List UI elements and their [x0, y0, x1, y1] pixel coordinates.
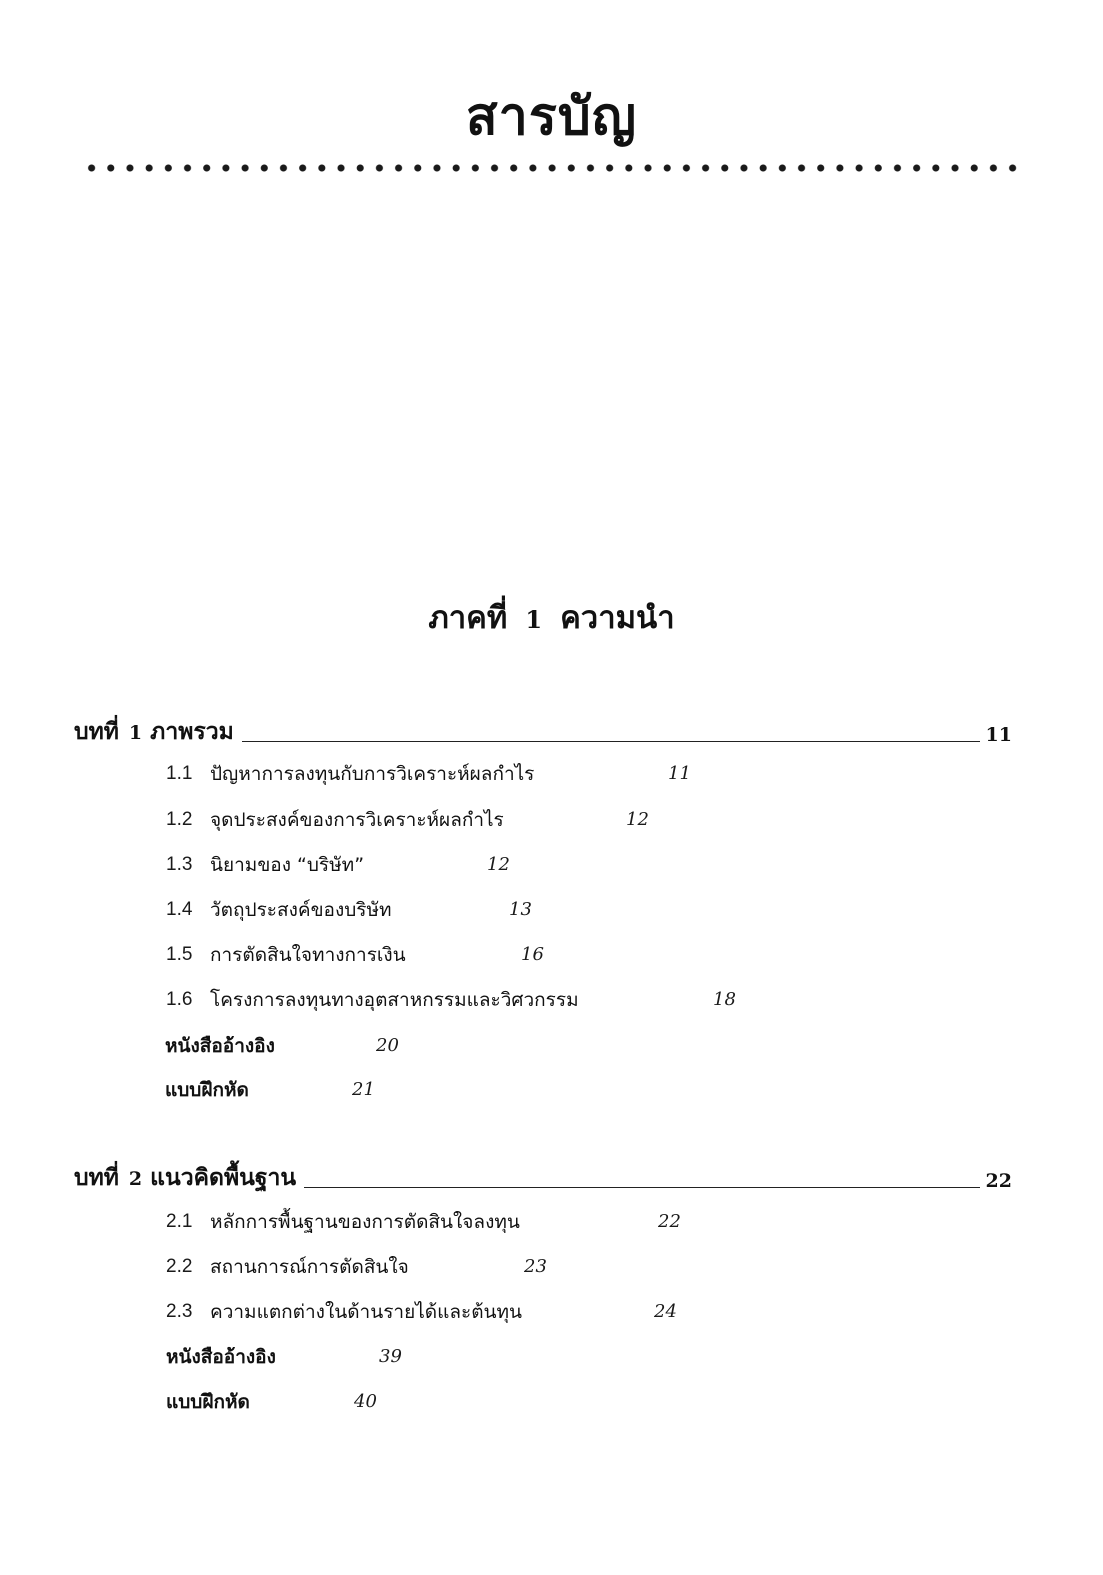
chapter-2-title [74, 1163, 296, 1194]
part-label: ภาคที่ [428, 600, 508, 636]
entry-title: นิยามของ “บริษัท” [210, 854, 365, 876]
entry-1-4-page: 13 [509, 899, 532, 920]
chapter-1-number: 1 [128, 722, 143, 744]
entry-1-1-page: 11 [668, 763, 691, 784]
entry-title: โครงการลงทุนทางอุตสาหกรรมและวิศวกรรม [210, 989, 579, 1011]
entry-1-2-page: 12 [626, 809, 649, 830]
entry-2-2-page: 23 [524, 1256, 547, 1277]
entry-1-6-page: 18 [713, 989, 736, 1010]
entry-title: จุดประสงค์ของการวิเคราะห์ผลกำไร [210, 809, 504, 831]
chapter-2-page: 22 [985, 1170, 1012, 1192]
dotted-divider [82, 163, 1022, 173]
toc-entry-1-1[interactable] [166, 758, 534, 790]
entry-2-1-page: 22 [658, 1211, 681, 1232]
entry-1-3-page: 12 [487, 854, 510, 875]
entry-number: 1.3 [166, 854, 193, 875]
chapter-1-label: บทที่ [74, 718, 119, 745]
references-title: หนังสืออ้างอิง [165, 1035, 275, 1057]
chapter-2-number: 2 [128, 1168, 143, 1190]
entry-number: 1.1 [166, 763, 193, 784]
chapter-1-heading[interactable] [74, 712, 1012, 748]
references-2-page: 39 [379, 1346, 402, 1367]
entry-number: 2.3 [166, 1301, 193, 1322]
entry-2-3-page: 24 [654, 1301, 677, 1322]
exercises-2-page: 40 [354, 1391, 377, 1412]
toc-entry-2-2[interactable] [166, 1251, 409, 1283]
entry-number: 1.5 [166, 944, 193, 965]
toc-entry-1-3[interactable] [166, 849, 364, 881]
chapter-1-page: 11 [985, 724, 1012, 746]
toc-entry-1-4[interactable] [166, 894, 392, 926]
chapter-2-name: แนวคิดพื้นฐาน [150, 1164, 297, 1191]
toc-exercises-2[interactable] [166, 1386, 250, 1418]
toc-references-2[interactable] [166, 1341, 276, 1373]
chapter-1-leader-line [242, 741, 980, 742]
entry-title: หลักการพื้นฐานของการตัดสินใจลงทุน [210, 1211, 520, 1233]
references-title: หนังสืออ้างอิง [166, 1346, 276, 1368]
toc-entry-1-6[interactable] [166, 984, 579, 1016]
exercises-title: แบบฝึกหัด [166, 1391, 250, 1413]
entry-title: ปัญหาการลงทุนกับการวิเคราะห์ผลกำไร [210, 763, 535, 785]
toc-references-1[interactable] [165, 1030, 275, 1062]
entry-number: 2.2 [166, 1256, 193, 1277]
entry-number: 1.4 [166, 899, 193, 920]
references-1-page: 20 [376, 1035, 399, 1056]
entry-1-5-page: 16 [521, 944, 544, 965]
chapter-2-heading[interactable] [74, 1158, 1012, 1194]
chapter-1-name: ภาพรวม [150, 718, 234, 745]
entry-number: 2.1 [166, 1211, 193, 1232]
toc-exercises-1[interactable] [165, 1074, 249, 1106]
toc-entry-2-3[interactable] [166, 1296, 522, 1328]
entry-title: วัตถุประสงค์ของบริษัท [210, 899, 392, 921]
chapter-1-title [74, 717, 234, 748]
entry-title: การตัดสินใจทางการเงิน [210, 944, 406, 966]
chapter-2-label: บทที่ [74, 1164, 119, 1191]
chapter-2-leader-line [304, 1187, 979, 1188]
page-title: สารบัญ [465, 87, 638, 147]
entry-number: 1.2 [166, 809, 193, 830]
entry-number: 1.6 [166, 989, 193, 1010]
part-heading [0, 593, 1103, 645]
entry-title: สถานการณ์การตัดสินใจ [210, 1256, 409, 1278]
toc-entry-1-5[interactable] [166, 939, 406, 971]
exercises-1-page: 21 [352, 1079, 375, 1100]
part-number: 1 [525, 605, 543, 634]
part-name: ความนำ [560, 600, 675, 636]
toc-entry-2-1[interactable] [166, 1206, 520, 1238]
entry-title: ความแตกต่างในด้านรายได้และต้นทุน [210, 1301, 523, 1323]
toc-entry-1-2[interactable] [166, 804, 504, 836]
exercises-title: แบบฝึกหัด [165, 1079, 249, 1101]
